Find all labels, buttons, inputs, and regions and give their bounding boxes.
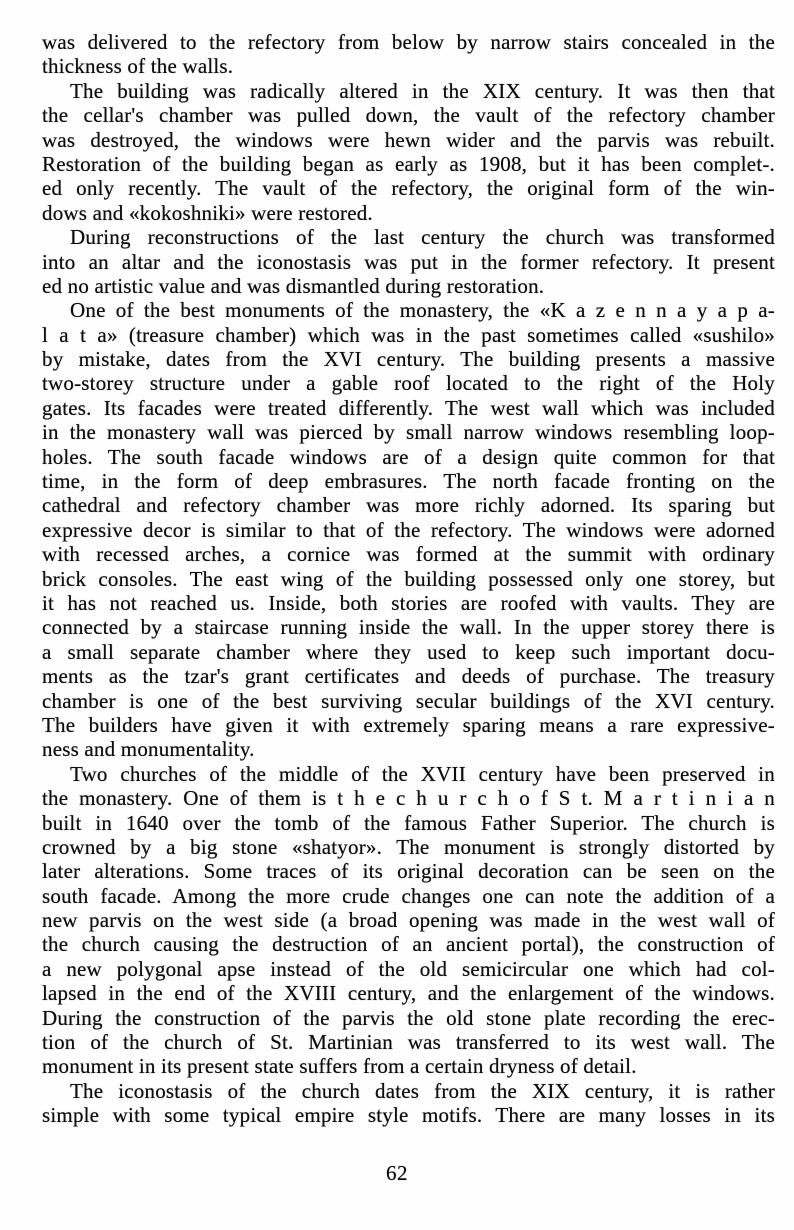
text-line: chamber is one of the best surviving secular buildings of the XVI century. [42,688,775,713]
text-line: l a t a» (treasure chamber) which was in the past sometimes called «sushilo» [42,322,775,347]
text-line: cathedral and refectory chamber was more richly adorned. Its sparing but [42,493,775,518]
text-line: the monastery. One of them is t h e c h u r c h o f S t. M a r t i n i a n [42,786,775,811]
text-line: built in 1640 over the tomb of the famous Father Superior. The church is [42,810,775,835]
text-line: Restoration of the building began as early as 1908, but it has been complet-. [42,151,775,176]
text-line: One of the best monuments of the monastery, the «K a z e n n a y a p a- [70,298,775,323]
text-line: tion of the church of St. Martinian was transferred to its west wall. The [42,1030,775,1055]
text-line: two-storey structure under a gable roof located to the right of the Holy [42,371,775,396]
text-line: During the construction of the parvis the old stone plate recording the erec- [42,1005,775,1030]
text-line: monument in its present state suffers from a certain dryness of detail. [42,1054,637,1079]
text-line: lapsed in the end of the XVIII century, and the enlargement of the windows. [42,981,775,1006]
text-line: by mistake, dates from the XVI century. The building presents a massive [42,347,775,372]
text-line: crowned by a big stone «shatyor». The monument is strongly distorted by [42,834,775,859]
text-line: time, in the form of deep embrasures. The north facade fronting on the [42,469,775,494]
text-line: ed no artistic value and was dismantled during restoration. [42,273,545,298]
text-line: brick consoles. The east wing of the building possessed only one storey, but [42,566,775,591]
text-line: During reconstructions of the last century the church was transformed [70,225,775,250]
text-line: expressive decor is similar to that of the refectory. The windows were adorned [42,517,775,542]
page-number: 62 [386,1161,408,1185]
text-line: was delivered to the refectory from below by narrow stairs concealed in the [42,30,775,54]
text-line: ness and monumentality. [42,737,255,762]
text-line: was destroyed, the windows were hewn wider and the parvis was rebuilt. [42,127,775,152]
text-line: in the monastery wall was pierced by small narrow windows resembling loop- [42,420,775,445]
text-line: new parvis on the west side (a broad opening was made in the west wall of [42,908,775,933]
text-line: The builders have given it with extremely sparing means a rare expressive- [42,712,775,737]
text-line: with recessed arches, a cornice was formed at the summit with ordinary [42,542,775,567]
text-line: gates. Its facades were treated differently. The west wall which was included [42,395,775,420]
text-line: it has not reached us. Inside, both stories are roofed with vaults. They are [42,590,775,615]
text-line: The building was radically altered in the XIX century. It was then that [70,78,775,103]
text-line: a new polygonal apse instead of the old semicircular one which had col- [42,956,775,981]
text-line: a small separate chamber where they used to keep such important docu- [42,639,775,664]
text-line: the church causing the destruction of an ancient portal), the construction of [42,932,775,957]
text-line: south facade. Among the more crude changes one can note the addition of a [42,883,775,908]
text-line: The iconostasis of the church dates from the XIX century, it is rather [70,1078,775,1103]
text-line: connected by a staircase running inside the wall. In the upper storey there is [42,615,775,640]
text-line: simple with some typical empire style motifs. There are many losses in its [42,1103,775,1128]
text-line: Two churches of the middle of the XVII century have been preserved in [70,761,775,786]
text-line: thickness of the walls. [42,54,234,79]
text-line: ments as the tzar's grant certificates and deeds of purchase. The treasury [42,664,775,689]
text-line: ed only recently. The vault of the refectory, the original form of the win- [42,176,775,201]
text-line: dows and «kokoshniki» were restored. [42,200,373,225]
text-line: holes. The south facade windows are of a design quite common for that [42,444,775,469]
body-text [42,30,775,1128]
text-line: into an altar and the iconostasis was put in the former refectory. It present [42,249,775,274]
text-line: later alterations. Some traces of its original decoration can be seen on the [42,859,775,884]
text-line: the cellar's chamber was pulled down, the vault of the refectory chamber [42,103,775,128]
